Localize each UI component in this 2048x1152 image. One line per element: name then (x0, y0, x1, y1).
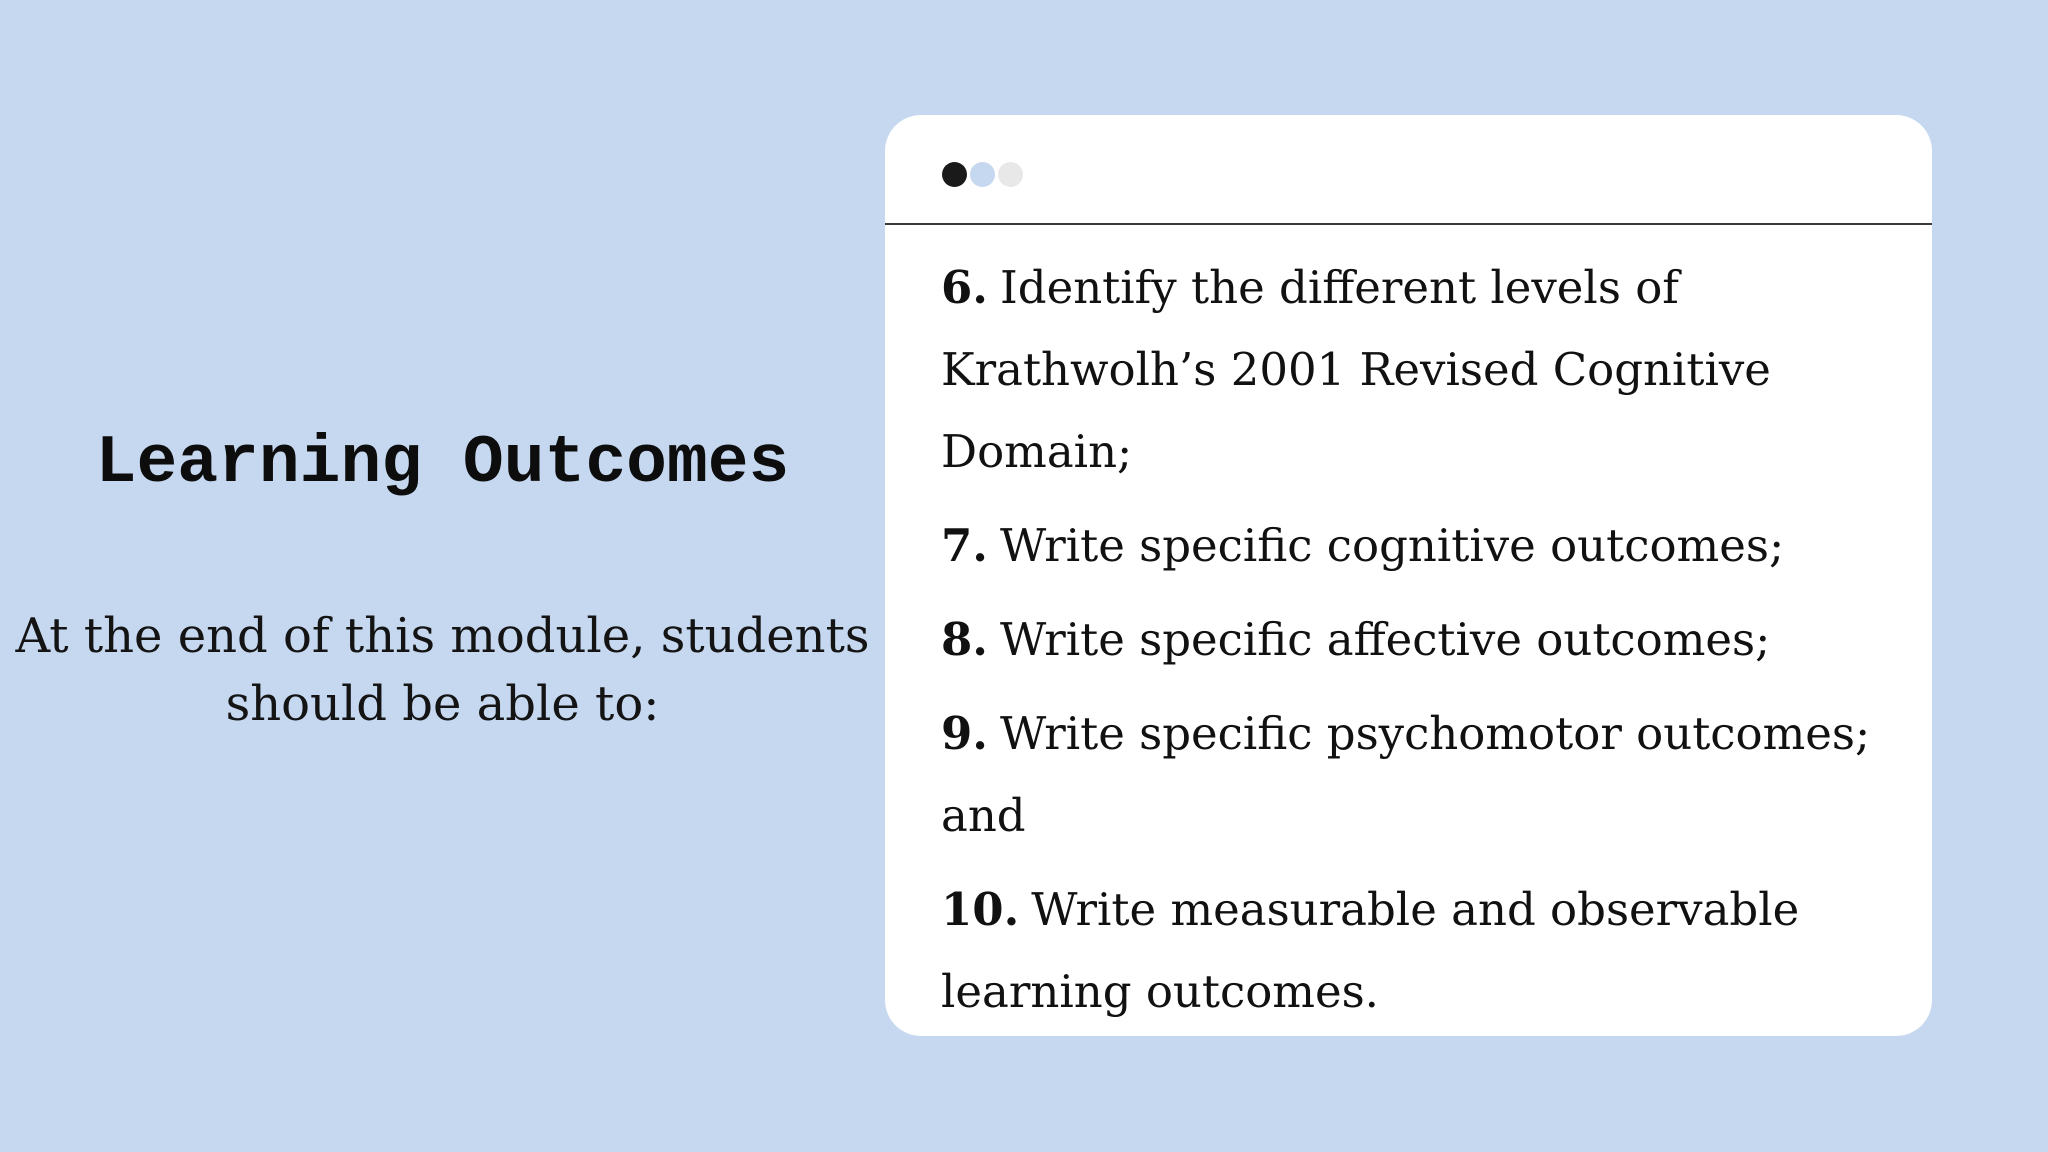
intro-text: At the end of this module, students should be able to: (15, 608, 870, 732)
outcome-text: Write specific psychomotor outcomes; and (941, 707, 1871, 842)
outcome-text: Write specific cognitive outcomes; (999, 519, 1785, 572)
outcome-item (941, 869, 1901, 1033)
outcome-number: 8. (941, 613, 988, 666)
outcome-item (941, 693, 1901, 857)
outcome-number: 9. (941, 707, 988, 760)
blue-dot-icon (970, 162, 995, 187)
outcome-number: 6. (941, 261, 988, 314)
card-header (885, 115, 1932, 225)
outcome-item (941, 505, 1901, 587)
outcome-item (941, 247, 1901, 493)
outcome-text: Identify the different levels of Krathwolh’s 2001 Revised Cognitive Domain; (941, 261, 1771, 478)
outcome-number: 7. (941, 519, 988, 572)
outcome-text: Write measurable and observable learning outcomes. (941, 883, 1800, 1018)
outcome-number: 10. (941, 883, 1020, 936)
dark-dot-icon (942, 162, 967, 187)
grey-dot-icon (998, 162, 1023, 187)
page-title: Learning Outcomes (95, 425, 790, 502)
outcomes-card (885, 115, 1932, 1036)
outcome-list (941, 247, 1901, 1036)
outcome-item (941, 599, 1901, 681)
outcome-text: Write specific affective outcomes; (999, 613, 1771, 666)
left-panel (0, 0, 885, 1152)
